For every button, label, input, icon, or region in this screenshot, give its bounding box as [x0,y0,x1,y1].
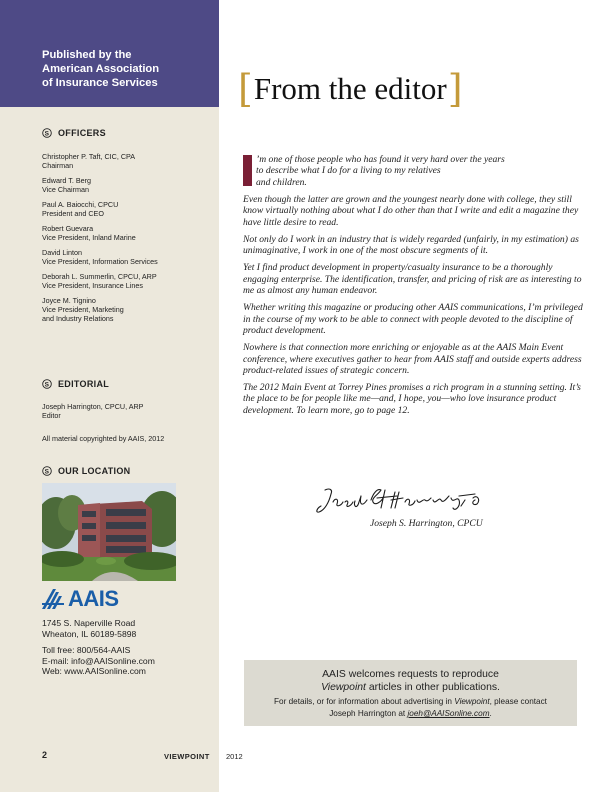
notice-magazine-italic: Viewpoint [321,682,366,693]
officer-name: Christopher P. Taft, CIC, CPA [42,152,136,161]
svg-text:S: S [44,468,50,476]
address-line: 1745 S. Naperville Road [42,618,136,628]
notice-line: AAIS welcomes requests to reproduce [322,669,499,680]
address-line: Wheaton, IL 60189-5898 [42,628,137,639]
letter-paragraph: Whether writing this magazine or producing other AAIS communications, I’m privileged in the course of my work to be able to connect with people devoted to the discipline of product development. [243,302,583,336]
aais-logo-mark-icon [42,589,64,609]
notice-line-text: For details, or for information about advertising in [274,697,455,706]
editor-name: Joseph Harrington, CPCU, ARP [42,402,144,411]
notice-line-text: . [489,709,492,718]
officer-name: Deborah L. Summerlin, CPCU, ARP [42,272,157,281]
left-bracket: [ [238,67,253,111]
contact-email-link[interactable]: joeh@AAISonline.com [407,709,490,718]
publisher-line: American Association [42,63,160,75]
publisher-band [0,0,219,107]
officer-entry [42,272,217,290]
officer-entry [42,224,217,242]
notice-line-text: , please contact [489,697,547,706]
letter-paragraph: The 2012 Main Event at Torrey Pines promises a rich program in a stunning setting. It’s the place to be for people like me—and, I hope, you—who love insurance product development. To learn more, go to page 12. [243,382,581,416]
notice-line-text: articles in other publications. [365,682,500,693]
page-title-text: From the editor [253,71,447,106]
signer-name: Joseph S. Harrington, CPCU [370,518,483,529]
officer-title: and Industry Relations [42,314,114,323]
building-photo [42,483,176,581]
notice-line [244,696,577,708]
letter-paragraph: Yet I find product development in property/casualty insurance to be a thoroughly engaging enterprise. The identification, transfer, and pricing of risk are as interesting to me as almost any human endeavor. [243,262,582,297]
notice-line [244,681,577,694]
reproduction-notice [244,660,577,726]
officer-name: Robert Guevara [42,224,94,233]
aais-logo-text: AAIS [68,586,119,611]
officer-name: Joyce M. Tignino [42,296,96,305]
officer-title: Vice President, Insurance Lines [42,281,143,290]
location-heading [42,466,130,476]
officer-entry [42,200,217,218]
dropcap-i [243,155,252,186]
publisher-text [42,48,212,90]
address-block [42,618,136,639]
footer-year: 2012 [226,752,243,761]
publisher-line: Published by the [42,49,132,61]
copyright-note [42,434,217,443]
sidebar [0,0,219,792]
contact-block [42,645,155,677]
letter-paragraph: Not only do I work in an industry that is widely regarded (unfairly, in my estimation) as unimaginative, I work in one of the most obscure segments of it. [243,233,579,257]
web-line[interactable]: Web: www.AAISonline.com [42,666,146,677]
right-bracket: ] [447,67,463,111]
section-bullet-icon [42,466,52,476]
section-bullet-icon [42,379,52,389]
officers-heading [42,128,106,138]
handwritten-signature [315,484,485,516]
section-bullet-icon [42,128,52,138]
editorial-heading-label: EDITORIAL [58,379,110,389]
officer-entry [42,176,217,194]
editorial-heading [42,379,109,389]
copyright-text: All material copyrighted by AAIS, 2012 [42,434,165,443]
editor-entry [42,402,217,420]
officer-title: Vice President, Inland Marine [42,233,136,242]
officer-title: Vice Chairman [42,185,90,194]
officer-name: Paul A. Baiocchi, CPCU [42,200,119,209]
officers-heading-label: OFFICERS [58,128,106,138]
officer-title: Vice President, Marketing [42,305,124,314]
officer-entry [42,296,217,323]
publisher-line: of Insurance Services [42,77,158,89]
officer-title: Chairman [42,161,74,170]
officer-entry [42,248,217,266]
officer-name: David Linton [42,248,82,257]
email-line[interactable]: E-mail: info@AAISonline.com [42,655,155,666]
officer-name: Edward T. Berg [42,176,92,185]
phone-line: Toll free: 800/564-AAIS [42,645,131,655]
notice-magazine-italic: Viewpoint [454,697,490,706]
officer-entry [42,152,217,170]
letter-paragraph: Nowhere is that connection more enriching or enjoyable as at the AAIS Main Event conference, where executives gather to hear from AAIS staff and outside experts address product-related issues of strategic concern. [243,342,582,376]
intro-line: to describe what I do for a living to my relatives [256,165,441,177]
officer-title: President and CEO [42,209,104,218]
editor-title: Editor [42,411,61,420]
intro-line: and children. [256,176,307,188]
intro-paragraph [243,154,588,188]
letter-paragraph: Even though the latter are grown and the youngest nearly done with college, they still know virtually nothing about what I do other than that I write and edit a magazine they have little desire to read. [243,194,579,228]
page-number: 2 [42,750,48,760]
notice-line-text: Joseph Harrington at [329,709,408,718]
notice-line [244,708,577,720]
aais-logo [42,586,132,612]
intro-line: ’m one of those people who has found it very hard over the years [256,154,505,165]
svg-text:S: S [44,381,50,389]
svg-text:S: S [44,130,50,138]
editor-letter [243,154,588,422]
officer-title: Vice President, Information Services [42,257,158,266]
footer-magazine-name: VIEWPOINT [164,752,210,761]
page-title [238,68,463,110]
location-heading-label: OUR LOCATION [58,466,131,476]
